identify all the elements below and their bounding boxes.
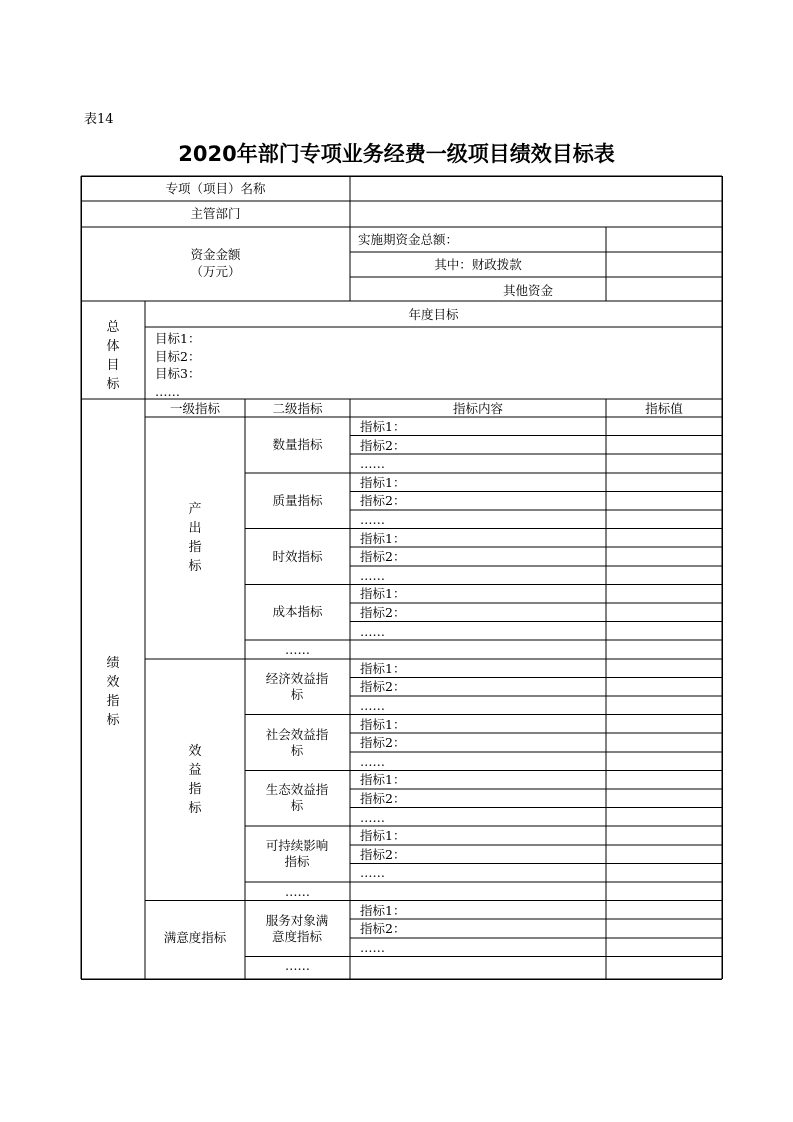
annual-goal-label: 年度目标: [408, 307, 459, 322]
indicator-item: 指标2：: [360, 549, 406, 565]
level2-label: 数量指标: [272, 436, 323, 452]
indicator-item: ……: [360, 456, 385, 472]
indicator-item: 指标1：: [360, 586, 406, 602]
funds-unit: （万元）: [190, 264, 241, 279]
col-level2: 二级指标: [272, 401, 323, 416]
indicator-item: 指标2：: [360, 846, 406, 862]
indicator-item: 指标2：: [360, 605, 406, 620]
table-number-label: 表14: [84, 112, 114, 127]
performance-label: 绩效指标: [106, 656, 120, 728]
indicator-item: ……: [360, 939, 385, 955]
indicator-item: ……: [360, 753, 385, 769]
level2-label: 经济效益指标: [265, 670, 329, 702]
indicator-item: 指标1：: [360, 902, 406, 918]
col-value: 指标值: [645, 401, 683, 416]
indicator-item: 指标2：: [360, 493, 406, 509]
goal-item: ……: [155, 383, 180, 399]
funds-label: 资金金额: [190, 247, 241, 262]
level2-label: 可持续影响指标: [265, 838, 329, 870]
indicator-item: ……: [360, 698, 385, 713]
other-label: 其他资金: [502, 283, 553, 298]
benefit-label: 效益指标: [188, 743, 202, 816]
goal-item: 目标3：: [155, 366, 201, 381]
indicator-item: 指标2：: [360, 791, 406, 806]
col-level1: 一级指标: [169, 401, 220, 416]
level2-label: 成本指标: [272, 604, 323, 620]
indicator-item: 指标1：: [360, 474, 406, 490]
project-name-label: 专项（项目）名称: [165, 181, 266, 196]
col-content: 指标内容: [452, 401, 503, 416]
level2-label: 社会效益指标: [265, 726, 329, 758]
more-row: ……: [285, 884, 310, 899]
indicator-item: 指标1：: [360, 530, 406, 546]
more-row: ……: [285, 642, 310, 658]
level2-label: 生态效益指标: [265, 782, 329, 814]
indicator-item: ……: [360, 623, 385, 639]
indicator-item: 指标2：: [360, 437, 406, 453]
level2-label: 服务对象满意度指标: [265, 912, 329, 944]
page-title: 2020年部门专项业务经费一级项目绩效目标表: [178, 142, 615, 166]
indicator-item: 指标1：: [360, 660, 406, 676]
indicator-item: 指标2：: [360, 679, 406, 695]
indicator-item: ……: [360, 512, 385, 527]
indicator-item: 指标2：: [360, 735, 406, 751]
indicator-item: 指标1：: [360, 716, 406, 732]
indicator-item: 指标1：: [360, 828, 406, 844]
dept-label: 主管部门: [190, 206, 241, 221]
total-funds-label: 实施期资金总额：: [358, 232, 459, 247]
level2-label: 时效指标: [272, 548, 323, 564]
output-label: 产出指标: [188, 501, 202, 574]
goal-item: 目标1：: [155, 331, 201, 346]
fiscal-label: 其中：财政拨款: [434, 257, 522, 272]
indicator-item: ……: [360, 865, 385, 881]
indicator-item: 指标1：: [360, 419, 406, 434]
satisfaction-label: 满意度指标: [163, 929, 227, 945]
indicator-item: ……: [360, 809, 385, 825]
goal-item: 目标2：: [155, 348, 201, 364]
indicator-item: 指标2：: [360, 921, 406, 937]
indicator-item: ……: [360, 567, 385, 583]
overall-goal-label: 总体目标: [106, 320, 120, 392]
level2-label: 质量指标: [272, 492, 323, 508]
more-row: ……: [285, 958, 310, 974]
indicator-item: 指标1：: [360, 772, 406, 788]
